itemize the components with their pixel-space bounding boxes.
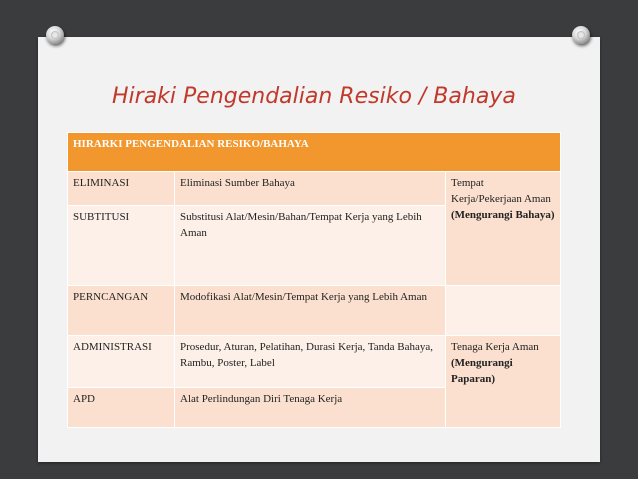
control-text: Tempat Kerja/Pekerjaan Aman [451,177,551,205]
description-cell: Alat Perlindungan Diri Tenaga Kerja [175,388,446,428]
level-cell: ADMINISTRASI [68,336,175,388]
control-cell [446,172,561,286]
level-cell: SUBTITUSI [68,206,175,286]
level-cell: ELIMINASI [68,172,175,206]
description-cell: Eliminasi Sumber Bahaya [175,172,446,206]
description-cell: Substitusi Alat/Mesin/Bahan/Tempat Kerja yang Lebih Aman [175,206,446,286]
control-text: Tenaga Kerja Aman [451,341,539,353]
table-header: HIRARKI PENGENDALIAN RESIKO/BAHAYA [68,133,561,172]
level-cell: APD [68,388,175,428]
control-cell [446,336,561,428]
level-cell: PERNCANGAN [68,286,175,336]
description-cell: Modofikasi Alat/Mesin/Tempat Kerja yang Lebih Aman [175,286,446,336]
pushpin-icon [46,26,64,44]
slide-title: Hiraki Pengendalian Resiko / Bahaya [112,84,516,109]
control-effect: (Mengurangi Paparan) [451,356,513,385]
table-row [68,336,561,388]
pushpin-icon [572,26,590,44]
control-effect: (Mengurangi Bahaya) [451,208,555,221]
hierarchy-table [67,132,561,428]
description-cell: Prosedur, Aturan, Pelatihan, Durasi Kerja, Tanda Bahaya, Rambu, Poster, Label [175,336,446,388]
empty-cell [446,286,561,336]
table-row [68,286,561,336]
table-row [68,172,561,206]
